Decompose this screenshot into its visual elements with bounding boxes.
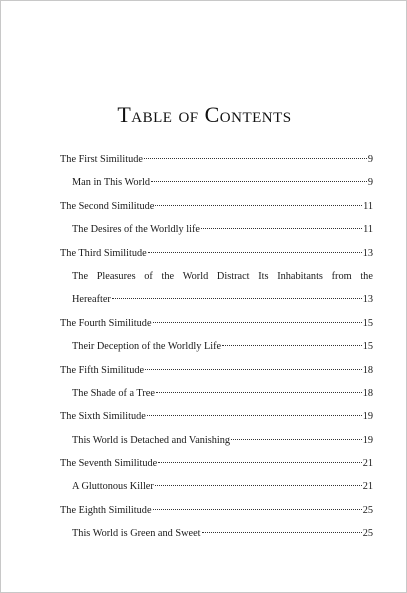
toc-page-number: 13 — [362, 247, 373, 259]
toc-page-number: 18 — [362, 387, 373, 399]
toc-entry-gluttonous-killer[interactable] — [60, 479, 373, 494]
toc-entry-green-and-sweet[interactable] — [60, 526, 373, 541]
toc-entry-title: The Fourth Similitude — [60, 317, 152, 329]
toc-entry-word: Pleasures — [96, 270, 136, 282]
toc-entry-title-line2: Hereafter — [72, 294, 111, 306]
toc-page-number: 9 — [367, 154, 373, 165]
dot-leader — [112, 298, 362, 299]
toc-entry-second-similitude[interactable] — [60, 199, 373, 214]
toc-entry-title: This World is Detached and Vanishing — [72, 434, 231, 446]
dot-leader — [148, 252, 362, 253]
toc-entry-title: The Eighth Similitude — [60, 504, 152, 516]
toc-page-number: 25 — [362, 504, 373, 516]
toc-entry-title: This World is Green and Sweet — [72, 528, 201, 540]
toc-entry-seventh-similitude[interactable] — [60, 456, 373, 471]
toc-entry-title: The Sixth Similitude — [60, 411, 146, 423]
page-title: Table of Contents — [117, 101, 292, 127]
dot-leader — [151, 181, 367, 182]
toc-entry-title: The Seventh Similitude — [60, 458, 158, 470]
toc-page-number: 21 — [362, 481, 373, 493]
dot-leader — [153, 322, 362, 323]
dot-leader — [231, 439, 362, 440]
toc-entry-pleasures-of-the-world[interactable] — [60, 269, 373, 307]
toc-page-number: 11 — [363, 200, 373, 212]
toc-entry-title: The Shade of a Tree — [72, 387, 155, 399]
dot-leader — [155, 485, 362, 486]
toc-page-number: 11 — [363, 224, 373, 236]
dot-leader — [156, 392, 362, 393]
toc-page-number: 9 — [367, 177, 373, 189]
dot-leader — [155, 205, 362, 206]
dot-leader — [158, 462, 361, 463]
toc-entry-title: The Fifth Similitude — [60, 364, 145, 376]
toc-page-number: 19 — [362, 411, 373, 423]
toc-page-number: 15 — [362, 341, 373, 353]
toc-entry-man-in-this-world[interactable] — [60, 175, 373, 190]
toc-entry-title: The Desires of the Worldly life — [72, 224, 200, 236]
dot-leader — [147, 415, 362, 416]
dot-leader — [222, 345, 362, 346]
toc-entry-title: The First Similitude — [60, 154, 143, 165]
toc-entry-title-line1 — [72, 269, 373, 284]
toc-entry-word: the — [360, 270, 373, 282]
toc-entry-shade-of-a-tree[interactable] — [60, 386, 373, 401]
dot-leader — [202, 532, 362, 533]
toc-entry-title: A Gluttonous Killer — [72, 481, 154, 493]
toc-entry-word: World — [182, 270, 209, 282]
toc-entry-third-similitude[interactable] — [60, 246, 373, 261]
toc-list — [60, 152, 373, 550]
toc-entry-word: of — [144, 270, 153, 282]
toc-entry-title: Their Deception of the Worldly Life — [72, 341, 222, 353]
toc-entry-word: from — [331, 270, 352, 282]
toc-page-number: 13 — [362, 294, 373, 306]
toc-page-number: 19 — [362, 434, 373, 446]
toc-entry-deception-of-worldly-life[interactable] — [60, 339, 373, 354]
toc-entry-fifth-similitude[interactable] — [60, 363, 373, 378]
dot-leader — [145, 369, 362, 370]
dot-leader — [144, 158, 367, 159]
toc-entry-first-similitude[interactable] — [60, 152, 373, 167]
toc-entry-word: Inhabitants — [277, 270, 323, 282]
toc-page-number: 25 — [362, 528, 373, 540]
toc-page-number: 18 — [362, 364, 373, 376]
toc-entry-fourth-similitude[interactable] — [60, 316, 373, 331]
toc-entry-word: Distract — [216, 270, 250, 282]
toc-page-number: 21 — [362, 458, 373, 470]
toc-entry-title: The Second Similitude — [60, 200, 155, 212]
dot-leader — [153, 509, 362, 510]
toc-entry-word: Its — [258, 270, 269, 282]
toc-page-number: 15 — [362, 317, 373, 329]
toc-entry-title: Man in This World — [72, 177, 151, 189]
toc-entry-title: The Third Similitude — [60, 247, 147, 259]
toc-entry-eighth-similitude[interactable] — [60, 503, 373, 518]
toc-entry-word: the — [161, 270, 175, 282]
dot-leader — [201, 228, 362, 229]
toc-entry-detached-and-vanishing[interactable] — [60, 433, 373, 448]
toc-entry-word: The — [72, 270, 89, 282]
toc-entry-desires-of-worldly-life[interactable] — [60, 222, 373, 237]
toc-entry-sixth-similitude[interactable] — [60, 409, 373, 424]
